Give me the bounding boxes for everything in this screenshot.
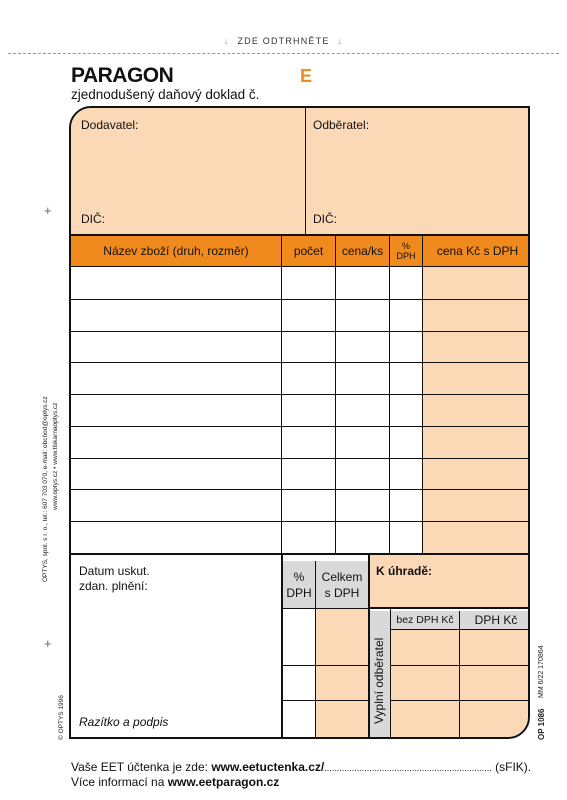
vat-pct-label-line2: DPH [286, 586, 312, 600]
date-label-line1: Datum uskut. [79, 564, 150, 578]
column-header-vat-pct [390, 236, 422, 266]
eet-suffix: (sFIK). [491, 760, 532, 774]
total-label-line2: s DPH [324, 586, 360, 600]
table-row-divider [71, 521, 530, 522]
copyright-side-text: © OPTYS 1996 [58, 695, 65, 740]
date-label-line2: zdan. plnění: [79, 579, 148, 593]
vat-pct-text: DPH [396, 251, 416, 261]
total-with-vat-header [316, 561, 368, 608]
page-title: PARAGON [71, 64, 174, 87]
supplier-tax-id-label: DIČ: [81, 212, 105, 226]
divider [391, 700, 530, 701]
vat-pct-header [283, 561, 315, 608]
table-row-divider [71, 299, 530, 300]
web-side-text: www.optys.cz • www.tiskarnaoptys.cz [52, 402, 59, 510]
company-side-text: OPTYS, spol. s r. o., tel.: 607 703 070, e-mail: obchod@optys.cz [42, 396, 49, 582]
column-header-unit-price: cena/ks [336, 236, 389, 266]
table-row-divider [71, 331, 530, 332]
date-box[interactable] [71, 555, 281, 739]
customer-fill-label: Vyplní odběratel [372, 637, 386, 724]
divider [369, 607, 530, 609]
form-code: OP 1086 [537, 708, 546, 740]
registration-mark: + [44, 203, 52, 218]
column-header-name: Název zboží (druh, rozměr) [71, 236, 281, 266]
divider [391, 665, 530, 666]
info-line [71, 775, 279, 789]
customer-box[interactable] [306, 108, 530, 234]
price-column-fill [423, 267, 530, 553]
stamp-signature-label: Razítko a podpis [79, 715, 169, 729]
table-row-divider [71, 394, 530, 395]
receipt-form [69, 106, 530, 739]
table-row-divider [71, 458, 530, 459]
tear-off-label [0, 36, 567, 46]
items-table-header [71, 236, 530, 266]
table-row-divider [71, 426, 530, 427]
arrow-down-icon: ↓ [337, 36, 344, 46]
arrow-down-icon: ↓ [223, 36, 230, 46]
total-with-vat-fill [316, 609, 368, 739]
vat-pct-label-line1: % [293, 570, 305, 584]
registration-mark: + [44, 636, 52, 651]
column-header-count: počet [282, 236, 335, 266]
customer-label: Odběratel: [313, 118, 370, 132]
net-amount-header: bez DPH Kč [391, 611, 459, 629]
column-header-price-with-vat: cena Kč s DPH [423, 236, 530, 266]
eet-dots: ................................................................... [324, 763, 492, 773]
series-letter: E [300, 66, 313, 86]
customer-fill-area[interactable] [391, 630, 530, 739]
tear-off-text: ZDE ODTRHNĚTE [237, 36, 330, 46]
customer-fill-column [370, 611, 390, 739]
page-subtitle: zjednodušený daňový doklad č. [71, 87, 260, 102]
amount-due-box[interactable] [370, 555, 530, 607]
table-row-divider [71, 489, 530, 490]
eet-url-link[interactable]: www.eetuctenka.cz/ [211, 760, 325, 774]
vat-amount-header: DPH Kč [460, 611, 530, 629]
table-row-divider [71, 362, 530, 363]
divider [459, 611, 460, 739]
tear-off-dashed-line [8, 53, 559, 54]
divider [282, 665, 369, 666]
supplier-label: Dodavatel: [81, 118, 139, 132]
divider [391, 629, 530, 630]
customer-tax-id-label: DIČ: [313, 212, 337, 226]
info-url-link[interactable]: www.eetparagon.cz [167, 775, 280, 789]
eet-receipt-line [71, 760, 531, 774]
amount-due-label: K úhradě: [376, 564, 433, 578]
total-label-line1: Celkem [321, 570, 363, 584]
supplier-box[interactable] [71, 108, 305, 234]
info-prefix: Více informací na [71, 775, 168, 789]
divider [282, 700, 369, 701]
eet-prefix: Vaše EET účtenka je zde: [71, 760, 212, 774]
form-meta: MM 6/22 170864 [538, 645, 545, 698]
vat-pct-symbol: % [401, 241, 410, 251]
